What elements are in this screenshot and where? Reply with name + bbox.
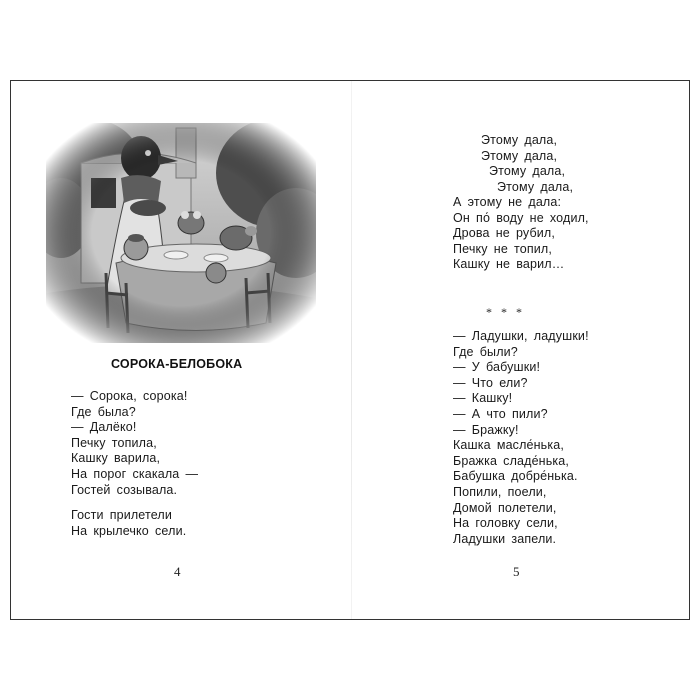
poem-line: Где были?	[453, 344, 518, 359]
poem-line: Дрова не рубил,	[453, 226, 555, 241]
poem-line: Где была?	[71, 404, 136, 419]
page-fold	[351, 81, 352, 619]
poem-line: Бражка сладе́нька,	[453, 453, 570, 468]
poem-line: Кашку не варил…	[453, 257, 565, 272]
poem-line: — Бражку!	[453, 422, 519, 437]
poem-line: Он по́ воду не ходил,	[453, 210, 589, 225]
stanza-separator: * * *	[486, 305, 522, 319]
poem-line: Домой полетели,	[453, 500, 557, 515]
poem-line: — Сорока, сорока!	[71, 389, 188, 403]
right-stanza-2	[453, 329, 589, 547]
poem-line: — Далёко!	[71, 420, 137, 435]
poem-line: Гостей созывала.	[71, 482, 178, 497]
poem-line: Попили, поели,	[453, 484, 547, 499]
poem-line: Кашка масле́нька,	[453, 438, 564, 453]
right-stanza-1-indented	[481, 133, 573, 195]
poem-line: Этому дала,	[481, 148, 558, 163]
poem-line: На порог скакала —	[71, 466, 199, 481]
poem-line: На головку сели,	[453, 516, 558, 531]
book-spread	[10, 80, 690, 620]
left-stanza-2	[71, 508, 186, 539]
poem-line: — У бабушки!	[453, 360, 541, 375]
poem-line: На крылечко сели.	[71, 523, 187, 538]
poem-line: А этому не дала:	[453, 195, 562, 209]
poem-line: Этому дала,	[481, 133, 558, 147]
page-number-right: 5	[513, 564, 520, 579]
poem-line: — Ладушки, ладушки!	[453, 329, 589, 343]
poem-title: СОРОКА-БЕЛОБОКА	[111, 357, 243, 371]
poem-line: Бабушка добре́нька.	[453, 469, 578, 484]
poem-line: Печку не топил,	[453, 241, 552, 256]
left-stanza-1	[71, 389, 198, 498]
magpie-with-animals-at-table-illustration	[46, 123, 316, 343]
poem-line: Ладушки запели.	[453, 531, 557, 546]
page-number-left: 4	[174, 564, 181, 579]
poem-line: — А что пили?	[453, 406, 548, 421]
poem-line: — Что ели?	[453, 375, 528, 390]
poem-line: Этому дала,	[489, 164, 566, 179]
poem-line: Этому дала,	[497, 179, 574, 194]
right-stanza-1	[453, 195, 589, 273]
poem-line: — Кашку!	[453, 391, 513, 406]
poem-line: Печку топила,	[71, 435, 157, 450]
poem-line: Кашку варила,	[71, 451, 161, 466]
poem-line: Гости прилетели	[71, 508, 172, 522]
